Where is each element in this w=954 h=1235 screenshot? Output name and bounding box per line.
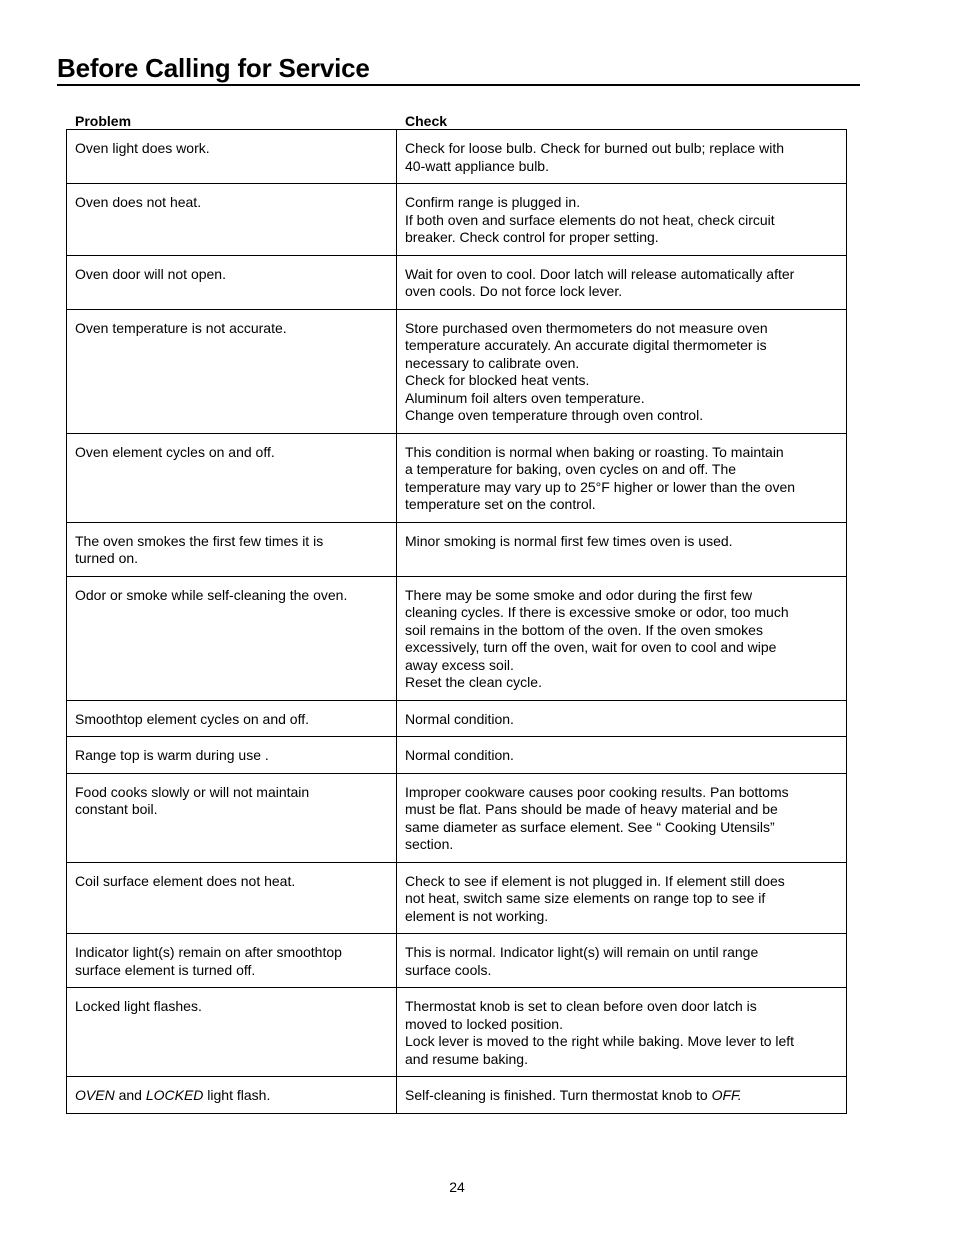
table-row xyxy=(67,130,847,184)
table-row xyxy=(67,433,847,522)
table-row xyxy=(67,576,847,700)
problem-text: Oven element cycles on and off. xyxy=(75,443,275,460)
table-row xyxy=(67,988,847,1077)
check-cell xyxy=(397,576,847,700)
check-text: Confirm range is plugged in. If both oven and surface elements do not heat, check circuit breaker. Check control for proper setting. xyxy=(405,194,775,245)
check-cell xyxy=(397,309,847,433)
problem-text-connector: and xyxy=(114,1087,146,1103)
column-headers xyxy=(66,112,846,130)
check-text: This condition is normal when baking or roasting. To maintain a temperature for baking, oven cycles on and off. The temperature may vary up to 25°F higher or lower than the oven temperature set on the control. xyxy=(405,443,796,512)
problem-text: light flash. xyxy=(203,1087,271,1103)
check-text: There may be some smoke and odor during the first few cleaning cycles. If there is excessive smoke or odor, too much soil remains in the bottom of the oven. If the oven smokes excessively, turn off the oven, wait for oven to cool and wipe away excess soil. Reset the clean cycle. xyxy=(405,586,789,690)
problem-cell xyxy=(67,184,397,256)
problem-column-header: Problem xyxy=(75,113,132,129)
check-text: Normal condition. xyxy=(405,710,514,727)
problem-text: Indicator light(s) remain on after smoothtop surface element is turned off. xyxy=(75,944,342,978)
problem-text: Smoothtop element cycles on and off. xyxy=(75,710,309,727)
problem-text: Range top is warm during use . xyxy=(75,747,269,763)
problem-cell xyxy=(67,1077,397,1114)
check-text: Check for loose bulb. Check for burned out bulb; replace with 40-watt appliance bulb. xyxy=(405,140,784,174)
problem-cell xyxy=(67,255,397,309)
problem-cell xyxy=(67,576,397,700)
check-text: Store purchased oven thermometers do not measure oven temperature accurately. An accurate digital thermometer is necessary to calibrate oven. Check for blocked heat vents. Aluminum foil alters oven temperature. Change oven temperature through oven control. xyxy=(405,319,768,423)
problem-text: Food cooks slowly or will not maintain constant boil. xyxy=(75,783,310,817)
problem-cell xyxy=(67,433,397,522)
problem-text: Oven light does work. xyxy=(75,140,210,156)
check-cell xyxy=(397,773,847,862)
check-text: Normal condition. xyxy=(405,747,514,763)
table-row xyxy=(67,309,847,433)
check-cell xyxy=(397,737,847,774)
locked-indicator-word: LOCKED xyxy=(145,1087,204,1103)
problem-text: The oven smokes the first few times it is turned on. xyxy=(75,532,324,566)
check-text: Minor smoking is normal first few times oven is used. xyxy=(405,532,733,549)
table-row xyxy=(67,1077,847,1114)
problem-text: Locked light flashes. xyxy=(75,998,202,1014)
check-cell xyxy=(397,934,847,988)
problem-text: Coil surface element does not heat. xyxy=(75,872,296,889)
table-row xyxy=(67,255,847,309)
table-row xyxy=(67,184,847,256)
check-column-header: Check xyxy=(405,113,448,129)
check-text: Check to see if element is not plugged in. If element still does not heat, switch same size elements on range top to see if element is not working. xyxy=(405,872,785,924)
problem-cell xyxy=(67,773,397,862)
check-text: This is normal. Indicator light(s) will remain on until range surface cools. xyxy=(405,944,759,978)
check-cell xyxy=(397,433,847,522)
off-setting-word: OFF. xyxy=(711,1087,742,1103)
page-title: Before Calling for Service xyxy=(57,52,860,86)
problem-cell xyxy=(67,737,397,774)
problem-text: Oven temperature is not accurate. xyxy=(75,319,287,336)
check-cell xyxy=(397,522,847,576)
check-cell xyxy=(397,1077,847,1114)
table-row xyxy=(67,862,847,934)
oven-indicator-word: OVEN xyxy=(75,1087,115,1103)
check-text: Self-cleaning is finished. Turn thermostat knob to xyxy=(405,1087,712,1103)
troubleshooting-table xyxy=(66,129,847,1114)
check-text: Wait for oven to cool. Door latch will release automatically after oven cools. Do not force lock lever. xyxy=(405,265,795,299)
table-row xyxy=(67,737,847,774)
check-cell xyxy=(397,255,847,309)
problem-text: Oven door will not open. xyxy=(75,265,226,282)
check-cell xyxy=(397,700,847,737)
problem-cell xyxy=(67,988,397,1077)
problem-cell xyxy=(67,522,397,576)
table-row xyxy=(67,934,847,988)
problem-cell xyxy=(67,130,397,184)
page-number: 24 xyxy=(449,1179,465,1195)
problem-text: Oven does not heat. xyxy=(75,194,202,210)
check-text: Thermostat knob is set to clean before oven door latch is moved to locked position. Lock lever is moved to the right while baking. Move lever to left and resume baking. xyxy=(405,998,795,1067)
check-cell xyxy=(397,862,847,934)
check-cell xyxy=(397,130,847,184)
problem-cell xyxy=(67,700,397,737)
problem-text: Odor or smoke while self-cleaning the oven. xyxy=(75,586,348,603)
problem-cell xyxy=(67,309,397,433)
check-cell xyxy=(397,184,847,256)
check-text: Improper cookware causes poor cooking results. Pan bottoms must be flat. Pans should be made of heavy material and be same diameter as surface element. See “ Cooking Utensils” section. xyxy=(405,783,789,852)
problem-cell xyxy=(67,862,397,934)
table-row xyxy=(67,773,847,862)
check-cell xyxy=(397,988,847,1077)
problem-cell xyxy=(67,934,397,988)
table-row xyxy=(67,700,847,737)
table-row xyxy=(67,522,847,576)
